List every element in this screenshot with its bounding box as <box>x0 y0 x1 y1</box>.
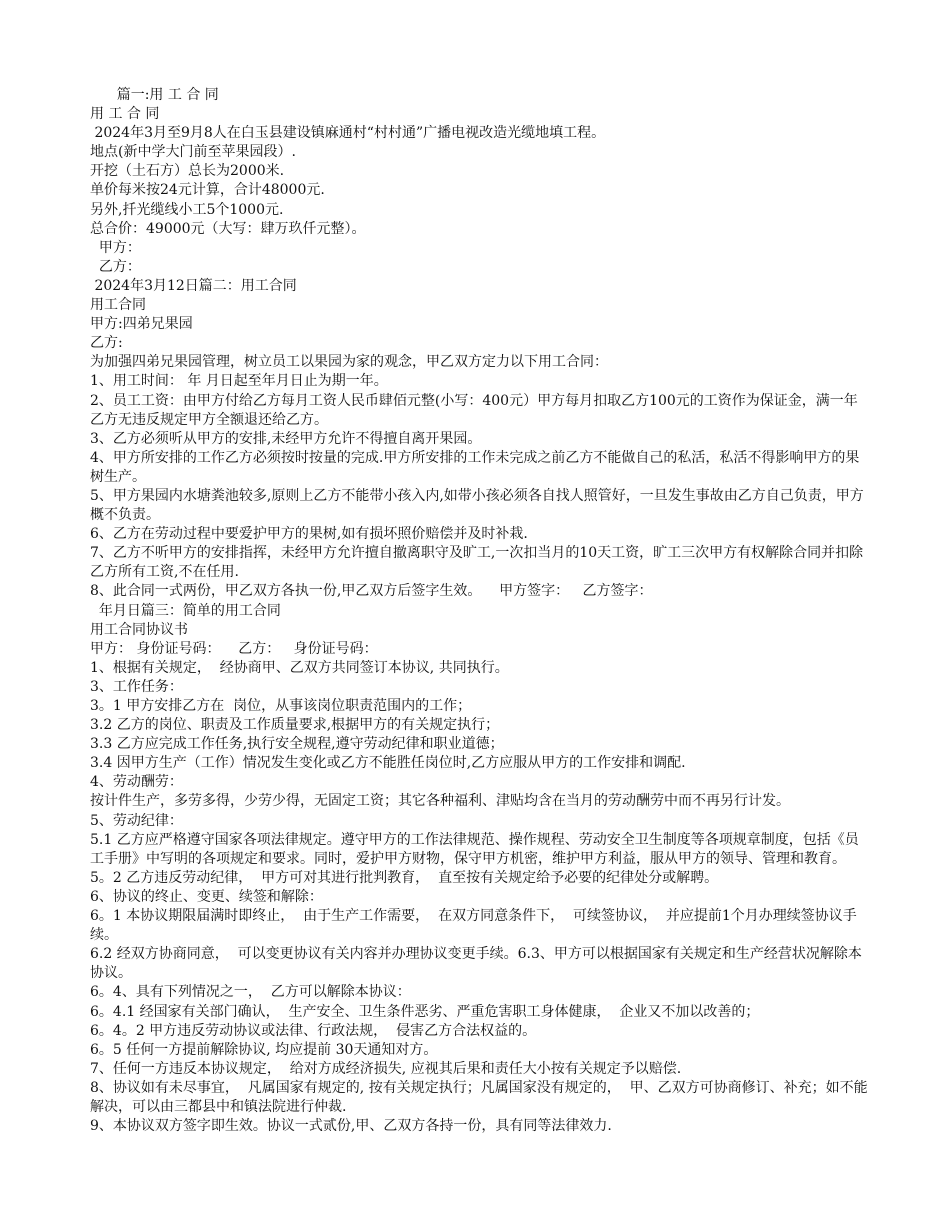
clause: 3.4 因甲方生产（工作）情况发生变化或乙方不能胜任岗位时,乙方应服从甲方的工作安排和调配. <box>90 755 686 772</box>
clause: 6。5 任何一方提前解除协议, 均应提前 30天通知对方。 <box>90 1041 438 1058</box>
section-heading: 用 工 合 同 <box>90 106 160 123</box>
text-line: 地点(新中学大门前至苹果园段）. <box>90 144 296 161</box>
party-a-line: 甲方： <box>90 239 141 256</box>
party-id-line: 甲方： 身份证号码： 乙方： 身份证号码： <box>90 640 378 657</box>
clause: 9、本协议双方签字即生效。协议一式贰份,甲、乙双方各持一份，具有同等法律效力. <box>90 1118 612 1135</box>
signature-line: 8、此合同一式两份，甲乙双方各执一份,甲乙双方后签字生效。 甲方签字： 乙方签字： <box>90 583 653 600</box>
text-line: 开挖（土石方）总长为2000米. <box>90 163 285 180</box>
clause-heading: 4、劳动酬劳： <box>90 774 183 791</box>
party-b-line: 乙方: <box>90 335 123 352</box>
clause: 6、乙方在劳动过程中要爱护甲方的果树,如有损坏照价赔偿并及时补栽. <box>90 526 528 543</box>
clause: 1、用工时间： 年 月日起至年月日止为期一年。 <box>90 373 388 390</box>
clause: 2、员工工资：由甲方付给乙方每月工资人民币肆佰元整(小写：400元）甲方每月扣取乙方100元的工资作为保证金，满一年乙方无违反规定甲方全额退还给乙方。 <box>90 392 858 428</box>
clause: 3。1 甲方安排乙方在 岗位，从事该岗位职责范围内的工作； <box>90 698 472 714</box>
text-line: 单价每米按24元计算，合计48000元. <box>90 182 325 199</box>
clause: 3.3 乙方应完成工作任务,执行安全规程,遵守劳动纪律和职业道德； <box>90 736 504 753</box>
clause-heading: 3、工作任务： <box>90 678 183 695</box>
title-line: 篇一:用 工 合 同 <box>90 87 219 103</box>
text-line: 另外,扦光缆线小工5个1000元. <box>90 201 284 218</box>
text-line: 总合价：49000元（大写：肆万玖仟元整）。 <box>90 220 366 237</box>
clause-heading: 5、劳动纪律： <box>90 812 183 829</box>
clause: 按计件生产，多劳多得，少劳少得，无固定工资；其它各种福利、津贴均含在当月的劳动酬劳中而不再另行计发。 <box>90 793 790 810</box>
clause: 6。4.1 经国家有关部门确认， 生产安全、卫生条件恶劣、严重危害职工身体健康， 企业又不加以改善的； <box>90 1003 760 1020</box>
clause: 1、根据有关规定， 经协商甲、乙双方共同签订本协议, 共同执行。 <box>90 659 509 676</box>
section-heading: 用工合同 <box>90 297 146 314</box>
text-line: 年月日篇三：简单的用工合同 <box>90 602 281 619</box>
text-paragraph: 为加强四弟兄果园管理，树立员工以果园为家的观念，甲乙双方定力以下用工合同： <box>90 354 608 371</box>
clause: 6。4。2 甲方违反劳动协议或法律、行政法规， 侵害乙方合法权益的。 <box>90 1022 537 1039</box>
clause: 8、协议如有未尽事宜， 凡属国家有规定的, 按有关规定执行；凡属国家没有规定的， 甲、乙双方可协商修订、补充；如不能解决，可以由三都县中和镇法院进行仲裁. <box>90 1079 868 1115</box>
clause: 3.2 乙方的岗位、职责及工作质量要求,根据甲方的有关规定执行； <box>90 717 500 734</box>
clause-heading: 6、协议的终止、变更、续签和解除： <box>90 888 323 905</box>
party-b-line: 乙方： <box>90 258 141 275</box>
text-line: 2024年3月12日篇二：用工合同 <box>90 277 297 294</box>
clause: 6。4、具有下列情况之一， 乙方可以解除本协议： <box>90 984 411 1001</box>
clause: 7、乙方不听甲方的安排指挥，未经甲方允许擅自撤离职守及旷工,一次扣当月的10天工资，旷工三次甲方有权解除合同并扣除乙方所有工资,不在任用. <box>90 545 864 581</box>
clause: 6。1 本协议期限届满时即终止， 由于生产工作需要， 在双方同意条件下， 可续签协议， 并应提前1个月办理续签协议手续。 <box>90 908 857 944</box>
section-heading: 用工合同协议书 <box>90 621 188 638</box>
party-a-line: 甲方:四弟兄果园 <box>90 316 193 333</box>
clause: 4、甲方所安排的工作乙方必须按时按量的完成.甲方所安排的工作未完成之前乙方不能做自己的私活，私活不得影响甲方的果树生产。 <box>90 449 860 485</box>
clause: 5.1 乙方应严格遵守国家各项法律规定。遵守甲方的工作法律规范、操作规程、劳动安全卫生制度等各项规章制度，包括《员工手册》中写明的各项规定和要求。同时，爱护甲方财物，保守甲方机密，维护甲方利益，服从甲方的领导、管理和教育。 <box>90 831 859 867</box>
clause: 5、甲方果园内水塘粪池较多,原则上乙方不能带小孩入内,如带小孩必须各自找人照管好，一旦发生事故由乙方自己负责，甲方概不负责。 <box>90 487 864 524</box>
text-line: 2024年3月至9月8人在白玉县建设镇麻通村“村村通”广播电视改造光缆地填工程。 <box>90 125 606 142</box>
clause: 7、任何一方违反本协议规定， 给对方成经济损失, 应视其后果和责任大小按有关规定予以赔偿. <box>90 1060 682 1077</box>
clause: 5。2 乙方违反劳动纪律， 甲方可对其进行批判教育， 直至按有关规定给予必要的纪律处分或解聘。 <box>90 869 719 886</box>
clause: 6.2 经双方协商同意， 可以变更协议有关内容并办理协议变更手续。6.3、甲方可以根据国家有关规定和生产经营状况解除本协议。 <box>90 946 862 982</box>
clause: 3、乙方必须听从甲方的安排,未经甲方允许不得擅自离开果园。 <box>90 430 482 447</box>
document-body <box>90 86 870 1136</box>
